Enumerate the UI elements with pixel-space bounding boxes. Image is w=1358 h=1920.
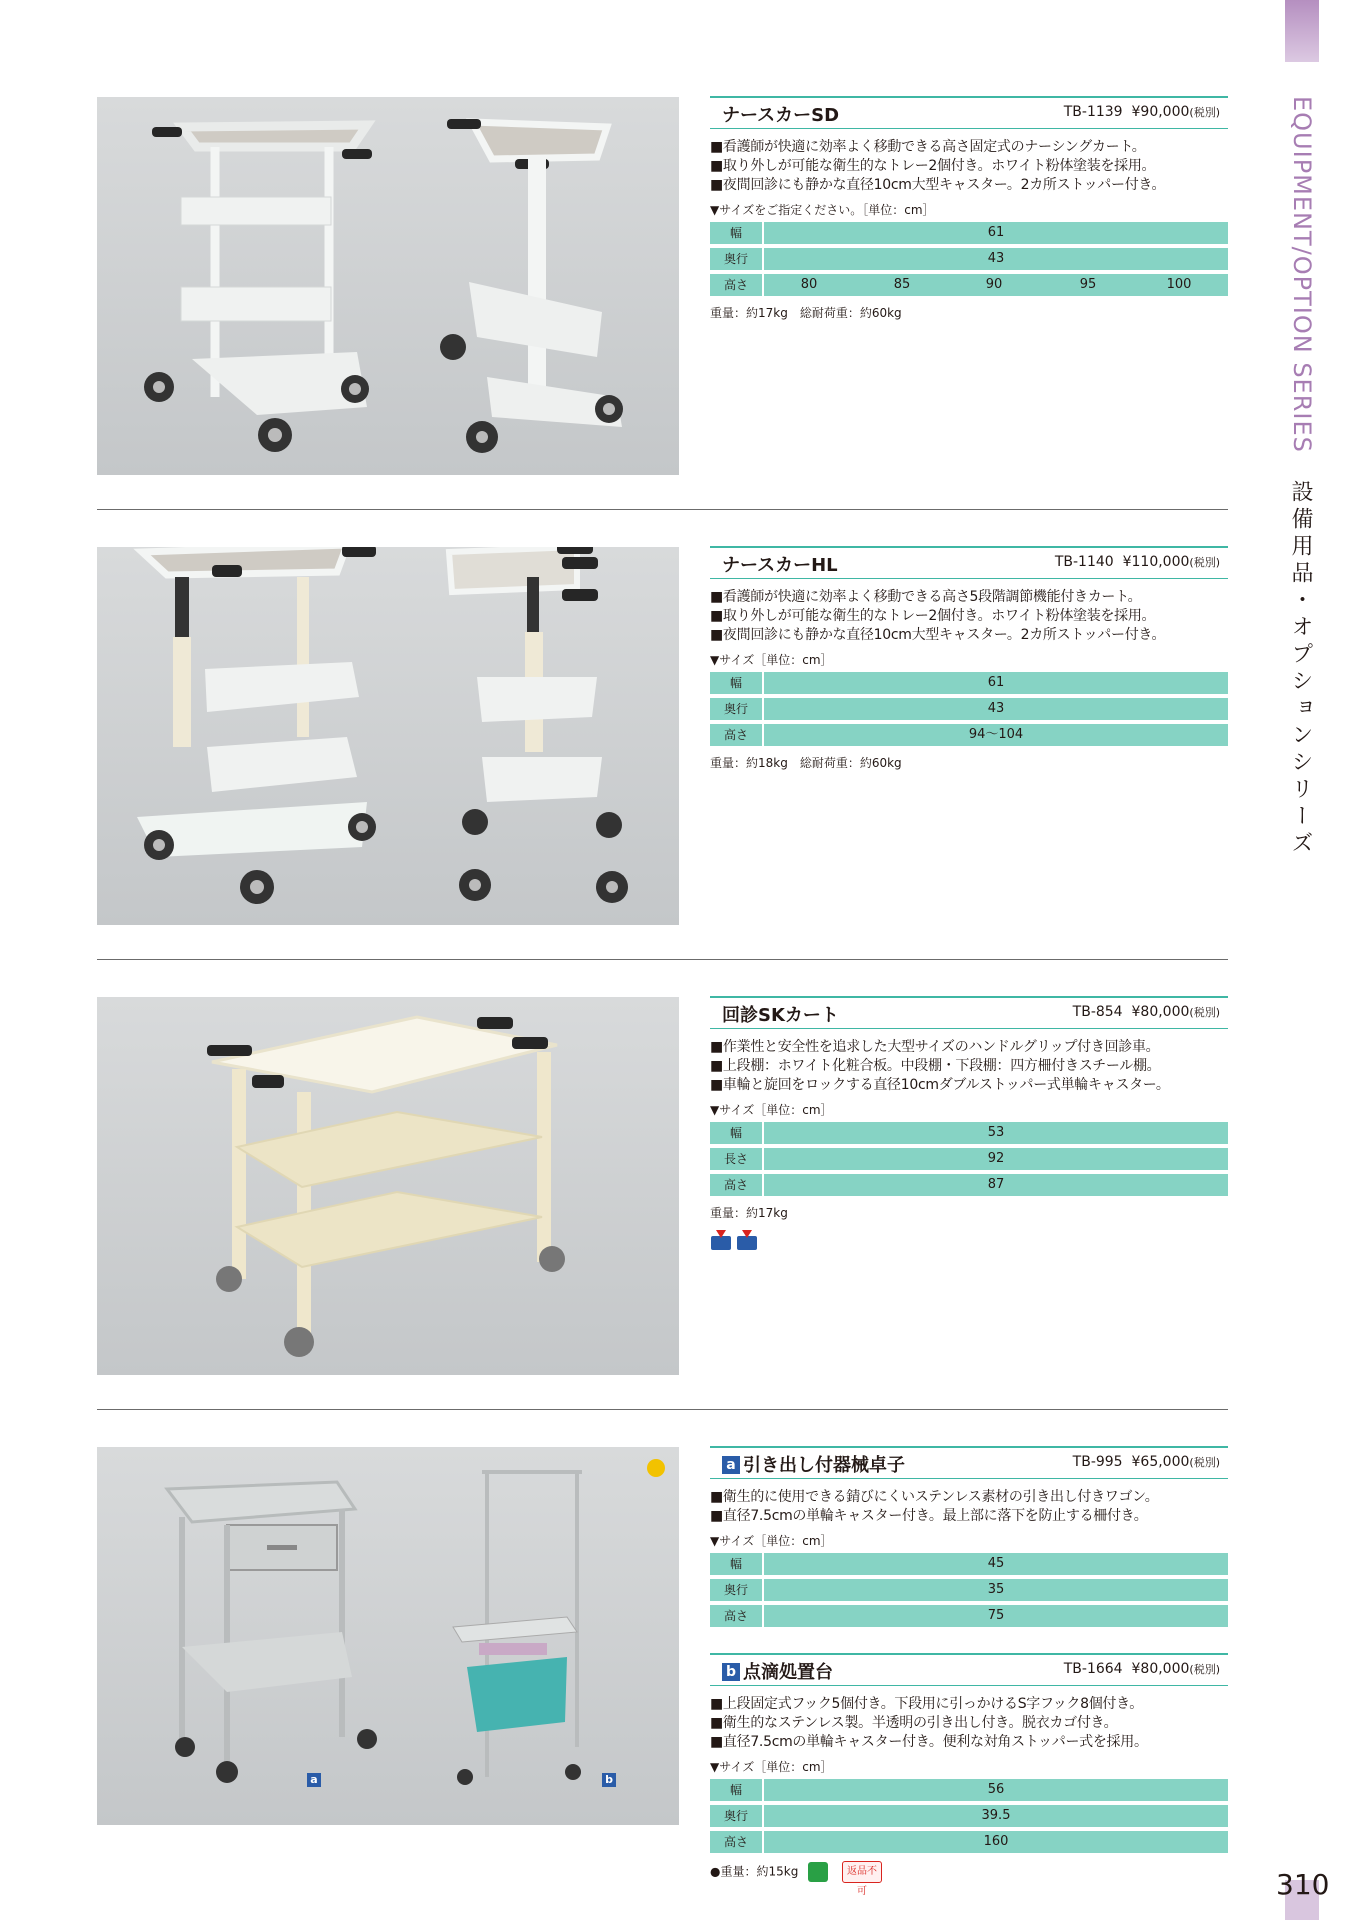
size-table	[710, 1779, 1228, 1853]
desc-line: ■直径7.5cmの単輪キャスター付き。便利な対角ストッパー式を採用。	[710, 1734, 1148, 1750]
product-code: TB-854	[1072, 1004, 1123, 1020]
size-value: 160	[764, 1831, 1228, 1853]
size-value: 43	[764, 698, 1228, 720]
desc-line: ■看護師が快適に効率よく移動できる高さ固定式のナーシングカート。	[710, 139, 1146, 155]
product-name-text: 引き出し付器械卓子	[743, 1455, 905, 1476]
size-row	[710, 248, 1228, 270]
size-label: 高さ	[710, 1174, 762, 1196]
size-table	[710, 672, 1228, 746]
desc-line: ■夜間回診にも静かな直径10cm大型キャスター。2カ所ストッパー付き。	[710, 177, 1166, 193]
size-row	[710, 672, 1228, 694]
desc-line: ■作業性と安全性を追求した大型サイズのハンドルグリップ付き回診車。	[710, 1039, 1160, 1055]
tax-note: (税別)	[1189, 1663, 1220, 1676]
product-header	[710, 1446, 1228, 1479]
size-row	[710, 274, 1228, 296]
product-price	[1073, 1454, 1220, 1470]
product-name-text: 点滴処置台	[743, 1662, 833, 1683]
price-value: ¥80,000	[1131, 1004, 1190, 1020]
caster-lock-icon	[736, 1229, 758, 1251]
product-description	[710, 1695, 1228, 1752]
product-description	[710, 588, 1228, 645]
size-value: 75	[764, 1605, 1228, 1627]
size-value: 94〜104	[764, 724, 1228, 746]
price-value: ¥65,000	[1131, 1454, 1190, 1470]
page-number: 310	[1276, 1868, 1330, 1901]
tax-note: (税別)	[1189, 106, 1220, 119]
size-label: 高さ	[710, 1605, 762, 1627]
size-header: ▼サイズ［単位：cm］	[710, 1760, 833, 1774]
desc-line: ■衛生的に使用できる錆びにくいステンレス素材の引き出し付きワゴン。	[710, 1489, 1159, 1505]
weight-info: 重量：約17kg	[710, 1206, 788, 1220]
desc-line: ■衛生的なステンレス製。半透明の引き出し付き。脱衣カゴ付き。	[710, 1715, 1118, 1731]
size-value: 61	[764, 672, 1228, 694]
product-photo-stainless-carts	[97, 1447, 679, 1825]
size-label: 高さ	[710, 1831, 762, 1853]
status-dot-icon	[647, 1459, 665, 1477]
weight-text: ●重量：約15kg	[710, 1864, 799, 1879]
badge-a: a	[722, 1456, 740, 1474]
product-description	[710, 138, 1228, 195]
tax-note: (税別)	[1189, 556, 1220, 569]
no-return-badge: 返品不可	[842, 1861, 882, 1883]
product-code: TB-1139	[1063, 104, 1123, 120]
size-row	[710, 724, 1228, 746]
price-value: ¥110,000	[1122, 554, 1190, 570]
weight-info: 重量：約17kg 総耐荷重：約60kg	[710, 306, 902, 320]
size-label: 幅	[710, 1779, 762, 1801]
side-color-bar	[1285, 0, 1319, 62]
size-row	[710, 1148, 1228, 1170]
badge-b: b	[722, 1663, 740, 1681]
size-label: 幅	[710, 1553, 762, 1575]
size-value: 92	[764, 1148, 1228, 1170]
size-label: 高さ	[710, 724, 762, 746]
size-value: 61	[764, 222, 1228, 244]
size-row	[710, 1579, 1228, 1601]
caster-lock-icon	[710, 1229, 732, 1251]
product-name: ナースカーHL	[722, 555, 838, 576]
product-code: TB-1140	[1054, 554, 1114, 570]
photo-label-b: b	[602, 1773, 616, 1787]
product-name	[722, 1451, 905, 1477]
size-row	[710, 1122, 1228, 1144]
size-label: 高さ	[710, 274, 762, 296]
series-title-jp: 設備用品・オプションシリーズ	[1288, 480, 1313, 858]
product-description	[710, 1488, 1228, 1526]
section-divider	[97, 959, 1228, 960]
size-header: ▼サイズ［単位：cm］	[710, 1103, 833, 1117]
product-price	[1055, 554, 1220, 570]
size-header: ▼サイズ［単位：cm］	[710, 653, 833, 667]
product-photo-sk-cart	[97, 997, 679, 1375]
size-row	[710, 1805, 1228, 1827]
product-nurse-cart-sd	[710, 96, 1228, 321]
photo-label-a: a	[307, 1773, 321, 1787]
size-row	[710, 1605, 1228, 1627]
section-divider	[97, 509, 1228, 510]
desc-line: ■上段固定式フック5個付き。下段用に引っかけるS字フック8個付き。	[710, 1696, 1143, 1712]
size-label: 奥行	[710, 1579, 762, 1601]
size-label: 幅	[710, 672, 762, 694]
product-header	[710, 546, 1228, 579]
size-value: 87	[764, 1174, 1228, 1196]
size-header: ▼サイズ［単位：cm］	[710, 1534, 833, 1548]
height-option: 85	[893, 277, 911, 292]
height-options	[764, 274, 1228, 296]
price-value: ¥90,000	[1131, 104, 1190, 120]
size-value: 35	[764, 1579, 1228, 1601]
product-photo-nurse-cart-hl	[97, 547, 679, 925]
size-table	[710, 1553, 1228, 1627]
desc-line: ■直径7.5cmの単輪キャスター付き。最上部に落下を防止する柵付き。	[710, 1508, 1148, 1524]
size-label: 奥行	[710, 1805, 762, 1827]
tax-note: (税別)	[1189, 1456, 1220, 1469]
size-header: ▼サイズをご指定ください。［単位：cm］	[710, 203, 935, 217]
desc-line: ■車輪と旋回をロックする直径10cmダブルストッパー式単輪キャスター。	[710, 1077, 1170, 1093]
size-label: 長さ	[710, 1148, 762, 1170]
height-option: 90	[985, 277, 1003, 292]
product-nurse-cart-hl	[710, 546, 1228, 771]
desc-line: ■取り外しが可能な衛生的なトレー2個付き。ホワイト粉体塗装を採用。	[710, 158, 1156, 174]
product-name: 回診SKカート	[722, 1005, 839, 1026]
product-price	[1064, 1661, 1220, 1677]
size-value: 39.5	[764, 1805, 1228, 1827]
price-value: ¥80,000	[1131, 1661, 1190, 1677]
product-description	[710, 1038, 1228, 1095]
desc-line: ■看護師が快適に効率よく移動できる高さ5段階調節機能付きカート。	[710, 589, 1142, 605]
product-iv-stand	[710, 1653, 1228, 1897]
weight-info	[710, 1861, 1228, 1897]
size-value: 56	[764, 1779, 1228, 1801]
size-row	[710, 1831, 1228, 1853]
product-header	[710, 996, 1228, 1029]
size-table	[710, 222, 1228, 296]
size-value: 43	[764, 248, 1228, 270]
desc-line: ■上段棚：ホワイト化粧合板。中段棚・下段棚：四方柵付きスチール棚。	[710, 1058, 1161, 1074]
desc-line: ■夜間回診にも静かな直径10cm大型キャスター。2カ所ストッパー付き。	[710, 627, 1166, 643]
section-divider	[97, 1409, 1228, 1410]
size-label: 幅	[710, 1122, 762, 1144]
size-label: 奥行	[710, 248, 762, 270]
product-price	[1073, 1004, 1220, 1020]
size-value: 53	[764, 1122, 1228, 1144]
tax-note: (税別)	[1189, 1006, 1220, 1019]
product-code: TB-1664	[1063, 1661, 1123, 1677]
size-row	[710, 698, 1228, 720]
size-table	[710, 1122, 1228, 1196]
weight-info: 重量：約18kg 総耐荷重：約60kg	[710, 756, 902, 770]
size-row	[710, 1779, 1228, 1801]
series-title-en: EQUIPMENT/OPTION SERIES	[1288, 96, 1316, 453]
product-header	[710, 96, 1228, 129]
desc-line: ■取り外しが可能な衛生的なトレー2個付き。ホワイト粉体塗装を採用。	[710, 608, 1156, 624]
height-option: 80	[800, 277, 818, 292]
size-row	[710, 1174, 1228, 1196]
size-row	[710, 1553, 1228, 1575]
size-row	[710, 222, 1228, 244]
height-option: 95	[1079, 277, 1097, 292]
product-name: ナースカーSD	[722, 105, 840, 126]
assembly-icon	[808, 1862, 828, 1882]
product-price	[1064, 104, 1220, 120]
product-sk-cart	[710, 996, 1228, 1251]
product-name	[722, 1658, 833, 1684]
height-option: 100	[1166, 277, 1192, 292]
size-label: 奥行	[710, 698, 762, 720]
product-code: TB-995	[1072, 1454, 1123, 1470]
product-instrument-table	[710, 1446, 1228, 1631]
feature-icons	[710, 1229, 1228, 1251]
product-header	[710, 1653, 1228, 1686]
product-photo-nurse-cart-sd	[97, 97, 679, 475]
size-value: 45	[764, 1553, 1228, 1575]
size-label: 幅	[710, 222, 762, 244]
